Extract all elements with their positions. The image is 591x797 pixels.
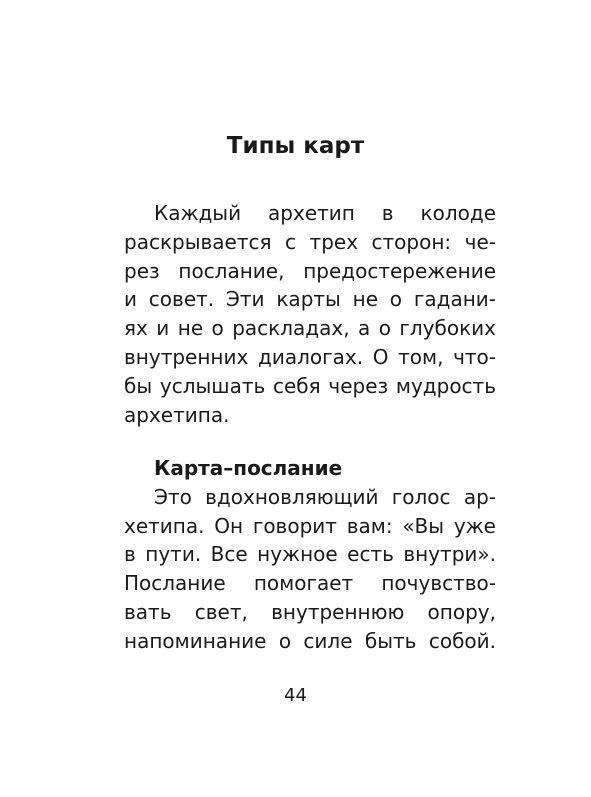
paragraph-line: напоминание о силе быть собой. bbox=[124, 628, 496, 653]
section-heading: Карта–послание bbox=[154, 456, 343, 480]
paragraph-line: в пути. Все нужное есть внутри». bbox=[124, 542, 496, 567]
paragraph-line: вать свет, внутреннюю опору, bbox=[124, 599, 496, 624]
paragraph-line: внутренних диалогах. О том, что- bbox=[124, 344, 496, 369]
paragraph-line: раскрывается с трех сторон: че- bbox=[124, 229, 496, 254]
intro-paragraph bbox=[124, 199, 496, 429]
paragraph-line: архетипа. bbox=[124, 402, 230, 427]
paragraph-line: бы услышать себя через мудрость bbox=[124, 373, 496, 398]
page-title: Типы карт bbox=[226, 133, 365, 159]
paragraph-line: ях и не о раскладах, а о глубоких bbox=[124, 316, 496, 341]
paragraph-line: хетипа. Он говорит вам: «Вы уже bbox=[124, 513, 496, 538]
paragraph-line: Каждый архетип в колоде bbox=[154, 201, 496, 225]
paragraph-line: и совет. Эти карты не о гадани- bbox=[124, 287, 496, 312]
paragraph-line: Послание помогает почувство- bbox=[124, 571, 496, 596]
page-number: 44 bbox=[284, 685, 307, 706]
paragraph-line: Это вдохновляющий голос ар- bbox=[154, 484, 496, 509]
section-card-message bbox=[124, 454, 496, 656]
paragraph-line: рез послание, предостережение bbox=[124, 258, 496, 283]
